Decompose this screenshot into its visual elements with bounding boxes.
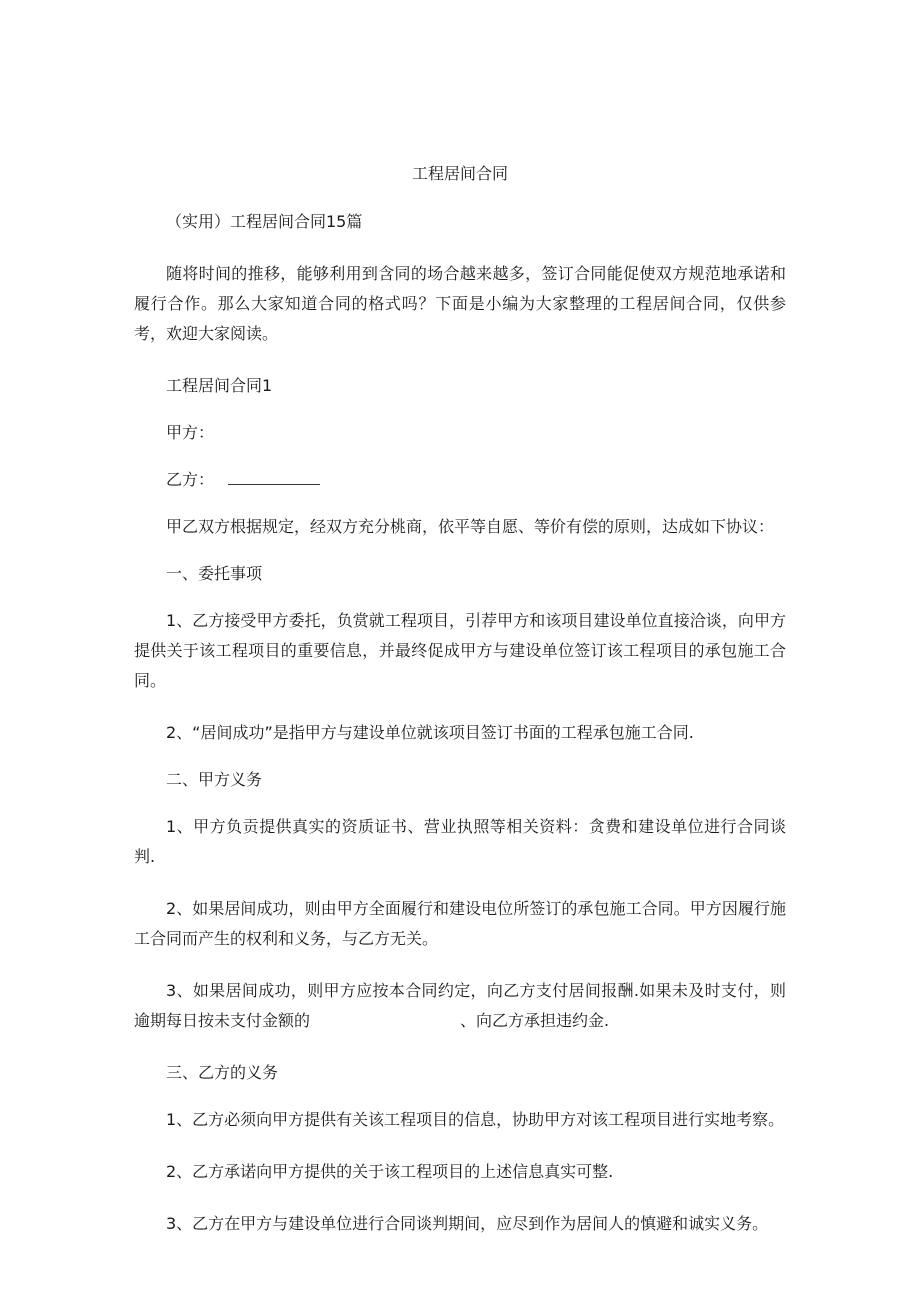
section-2-clause-3-part-2: 、向乙方承担违约金. [460,1011,610,1030]
section-3-clause-1: 1、乙方必须向甲方提供有关该工程项目的信息，协助甲方对该工程项目进行实地考察。 [166,1110,785,1129]
party-b-line [134,465,786,495]
agreement-paragraph: 甲乙双方根据规定，经双方充分桃商，依平等自愿、等价有偿的原则，达成如下协议： [166,517,775,536]
document-title: 工程居间合同 [411,164,508,183]
party-a-line [134,418,786,448]
penalty-rate-blank [310,1008,460,1026]
section-3-clause-2: 2、乙方承诺向甲方提供的关于该工程项目的上述信息真实可整. [166,1162,614,1181]
party-a-label: 甲方： [166,423,215,442]
section-1-clause-1: 1、乙方接受甲方委托，负赏就工程项目，引荐甲方和该项目建设单位直接洽谈，向甲方提供关于该工程项目的重要信息，并最终促成甲方与建设单位签订该工程项目的承包施工合同。 [134,611,786,690]
intro-paragraph: 随将时间的推移，能够利用到含同的场合越来越多，签订合同能促使双方规范地承诺和履行合作。那么大家知道合同的格式吗？下面是小编为大家整理的工程居间合同，仅供参考，欢迎大家阅读。 [134,264,786,343]
section-3-heading: 三、乙方的义务 [166,1063,279,1082]
section-1-clause-2: 2、“居间成功”是指甲方与建设单位就该项目签订书面的工程承包施工合同. [166,723,694,742]
section-2-heading: 二、甲方义务 [166,770,263,789]
section-2-clause-3-part-1: 3、如果居间成功，则甲方应按本合同约定，向乙方支付居间报酬.如果未及时支付，则逾期每日按未支付金额的 [134,981,786,1030]
section-1-heading: 一、委托事项 [166,564,263,583]
section-2-clause-1: 1、甲方负贡提供真实的资质证书、营业执照等相关资料：贪费和建设单位进行合同谈判. [134,817,786,866]
party-b-label: 乙方： [166,470,215,489]
party-b-blank [228,466,320,485]
document-subtitle: （实用）工程居间合同15篇 [166,212,363,231]
section-3-clause-3: 3、乙方在甲方与建设单位进行合同谈判期间，应尽到作为居间人的慎避和诚实义务。 [166,1214,769,1233]
section-2-clause-3 [134,976,786,1036]
section-2-clause-2: 2、如果居间成功，则由甲方全面履行和建设电位所签订的承包施工合同。甲方因履行施工合同而产生的权利和义务，与乙方无关。 [134,899,786,948]
contract-heading: 工程居间合同1 [166,376,273,395]
